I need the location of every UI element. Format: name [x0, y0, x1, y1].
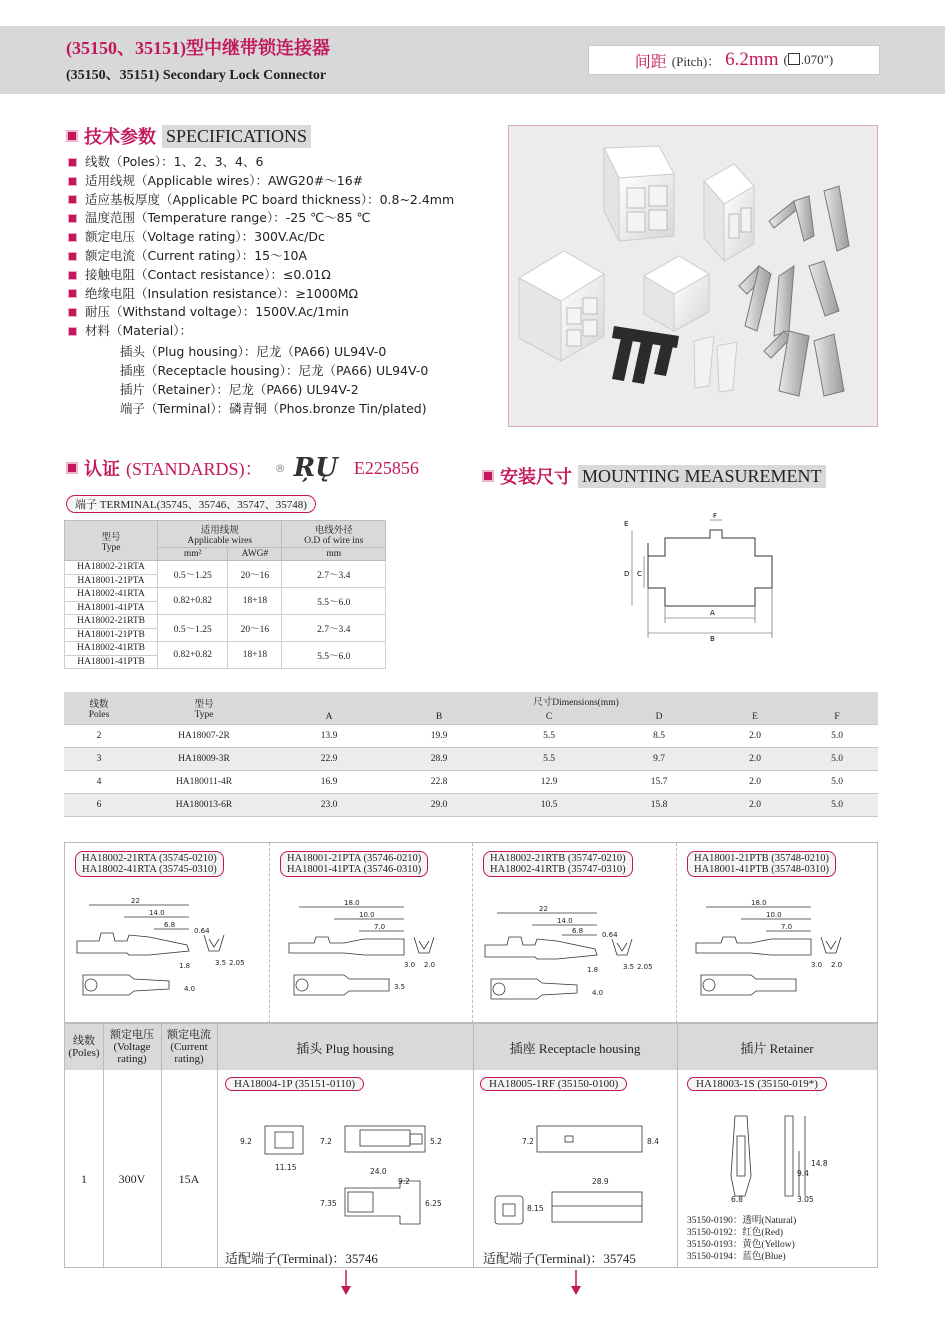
cell-poles: 1 — [81, 1172, 87, 1186]
table-row: HA18001-21PTB — [65, 628, 386, 642]
table-row: 6 HA180013-6R 23.0 29.0 10.5 15.8 2.0 5.0 — [64, 794, 878, 817]
specs-heading-cn: 技术参数 — [84, 127, 156, 148]
mounting-heading — [482, 463, 826, 489]
spec-item: 额定电压（Voltage rating）：300V.Ac/Dc — [68, 228, 454, 247]
section-square-icon — [482, 470, 494, 482]
svg-text:1.8: 1.8 — [587, 966, 599, 974]
svg-text:3.5: 3.5 — [215, 959, 227, 967]
svg-text:7.0: 7.0 — [781, 923, 793, 931]
svg-text:28.9: 28.9 — [592, 1177, 609, 1186]
standards-heading-en: (STANDARDS)： — [126, 459, 263, 479]
mounting-heading-cn: 安装尺寸 — [500, 467, 572, 488]
spec-item: 接触电阻（Contact resistance）：≤0.01Ω — [68, 266, 454, 285]
mounting-diagram — [620, 508, 780, 652]
svg-text:7.35: 7.35 — [320, 1199, 337, 1208]
svg-text:18.0: 18.0 — [751, 899, 767, 907]
mounting-outline — [620, 508, 780, 648]
receptacle-part-label: HA18005-1RF (35150-0100) — [480, 1077, 627, 1091]
svg-text:22: 22 — [539, 905, 548, 913]
standards-heading-cn: 认证 — [84, 459, 120, 480]
svg-text:6.8: 6.8 — [731, 1195, 743, 1204]
spec-item: 适用线规（Applicable wires）：AWG20#～16# — [68, 172, 454, 191]
down-arrow-icon — [570, 1270, 582, 1296]
color-item: 35150-0193：黄色(Yellow) — [687, 1240, 795, 1250]
table-row: HA18002-21RTA 0.5～1.25 20～16 2.7～3.4 — [65, 561, 386, 575]
housing-table — [64, 1023, 878, 1268]
dim-label-d: D — [624, 570, 630, 578]
spec-item: 适应基板厚度（Applicable PC board thickness）：0.8~2.4mm — [68, 191, 454, 210]
svg-text:7.2: 7.2 — [320, 1137, 332, 1146]
page-title-en: (35150、35151) Secondary Lock Connector — [66, 68, 327, 83]
section-square-icon — [66, 462, 78, 474]
table-row: HA18001-41PTA — [65, 601, 386, 615]
svg-text:3.05: 3.05 — [797, 1195, 814, 1204]
spec-list — [68, 153, 454, 341]
dim-label-f: F — [713, 512, 718, 520]
svg-text:3.0: 3.0 — [404, 961, 416, 969]
terminal-label: HA18001-21PTA (35746-0210) HA18001-41PTA (35746-0310) — [280, 851, 428, 877]
terminal-label: HA18002-21RTA (35745-0210) HA18002-41RTA (35745-0310) — [75, 851, 224, 877]
svg-text:9.2: 9.2 — [398, 1177, 410, 1186]
th-type: 型号 Type — [65, 521, 158, 561]
page-title-cn: (35150、35151)型中继带锁连接器 — [66, 38, 330, 58]
bullet-icon — [68, 327, 77, 336]
svg-text:8.4: 8.4 — [647, 1137, 659, 1146]
receptacle-fit-note: 适配端子(Terminal)：35745 — [483, 1251, 636, 1266]
ul-cert-number: E225856 — [353, 457, 419, 478]
svg-text:7.2: 7.2 — [522, 1137, 534, 1146]
spec-item: 额定电流（Current rating）：15～10A — [68, 247, 454, 266]
svg-text:6.25: 6.25 — [425, 1199, 442, 1208]
table-row: HA18002-21RTB 0.5～1.25 20～16 2.7～3.4 — [65, 615, 386, 629]
terminal-panel — [677, 843, 877, 1023]
th-mm2: mm² — [158, 548, 228, 561]
plug-fit-note: 适配端子(Terminal)：35746 — [225, 1251, 378, 1266]
spec-item: 耐压（Withstand voltage）：1500V.Ac/1min — [68, 303, 454, 322]
material-item: 插头（Plug housing）：尼龙（PA66) UL94V-0 — [120, 344, 387, 359]
th-col-e: E — [714, 710, 796, 725]
standards-heading — [66, 453, 419, 483]
th-receptacle: 插座 Receptacle housing — [509, 1040, 641, 1056]
spec-item: 线数（Poles）：1、2、3、4、6 — [68, 153, 454, 172]
pitch-label-cn: 间距 — [634, 53, 667, 71]
specs-heading — [66, 123, 311, 149]
receptacle-drawing — [477, 1096, 675, 1241]
plug-drawing — [220, 1096, 470, 1241]
color-item: 35150-0194：蓝色(Blue) — [687, 1252, 786, 1262]
th-poles: 线数 (Poles) — [68, 1035, 100, 1059]
svg-text:22: 22 — [131, 897, 140, 905]
table-row: HA18001-41PTB — [65, 655, 386, 669]
th-col-c: C — [494, 710, 604, 725]
svg-text:14.0: 14.0 — [149, 909, 165, 917]
svg-text:5.2: 5.2 — [430, 1137, 442, 1146]
dimensions-table — [64, 692, 878, 817]
terminal-drawing — [274, 893, 468, 1021]
material-item: 插座（Receptacle housing）：尼龙（PA66) UL94V-0 — [120, 363, 429, 378]
terminal-table — [64, 520, 386, 669]
bullet-icon — [68, 271, 77, 280]
th-current: 额定电流 (Current rating) — [167, 1029, 211, 1065]
pitch-inch: ( .070") — [783, 52, 834, 67]
connector-illustration — [509, 126, 877, 426]
terminal-label: HA18002-21RTB (35747-0210) HA18002-41RTB (35747-0310) — [483, 851, 633, 877]
svg-text:8.15: 8.15 — [527, 1204, 544, 1213]
terminal-drawing — [69, 893, 265, 1021]
square-icon — [788, 53, 800, 65]
receptacle-housing-photo — [704, 164, 754, 261]
down-arrow-icon — [340, 1270, 352, 1296]
dim-label-a: A — [710, 609, 715, 617]
terminal-panel — [65, 843, 270, 1023]
spec-item: 材料（Material）： — [68, 322, 454, 341]
pitch-inch-value: .070") — [800, 52, 834, 67]
svg-text:9.4: 9.4 — [797, 1169, 809, 1178]
mounting-heading-en: MOUNTING MEASUREMENT — [578, 465, 826, 488]
th-wires: 适用线规 Applicable wires — [158, 521, 282, 548]
bullet-icon — [68, 195, 77, 204]
svg-text:18.0: 18.0 — [344, 899, 360, 907]
bullet-icon — [68, 214, 77, 223]
svg-text:3.5: 3.5 — [623, 963, 635, 971]
retainer-photo — [612, 326, 679, 384]
retainer-drawing — [685, 1096, 875, 1208]
svg-text:10.0: 10.0 — [766, 911, 782, 919]
bullet-icon — [68, 252, 77, 261]
terminal-label: HA18001-21PTB (35748-0210) HA18001-41PTB (35748-0310) — [687, 851, 836, 877]
color-item: 35150-0190：透明(Natural) — [687, 1216, 797, 1226]
svg-text:1.8: 1.8 — [179, 962, 191, 970]
svg-text:14.8: 14.8 — [811, 1159, 828, 1168]
svg-text:2.0: 2.0 — [831, 961, 843, 969]
th-plug: 插头 Plug housing — [296, 1040, 394, 1056]
material-item: 插片（Retainer）：尼龙（PA66) UL94V-2 — [120, 382, 359, 397]
th-retainer: 插片 Retainer — [740, 1040, 814, 1056]
svg-text:6.8: 6.8 — [572, 927, 584, 935]
registered-mark: ® — [274, 461, 286, 475]
svg-text:0.64: 0.64 — [194, 927, 210, 935]
color-item: 35150-0192：红色(Red) — [687, 1228, 784, 1238]
th-awg: AWG# — [228, 548, 282, 561]
svg-text:2.05: 2.05 — [229, 959, 245, 967]
th-col-f: F — [796, 710, 878, 725]
svg-text:3.5: 3.5 — [394, 983, 406, 991]
bullet-icon — [68, 308, 77, 317]
th-voltage: 额定电压 (Voltage rating) — [110, 1029, 154, 1065]
table-row: HA18001-21PTA — [65, 574, 386, 588]
table-row: HA18002-41RTA 0.82+0.82 18+18 5.5～6.0 — [65, 588, 386, 602]
svg-text:4.0: 4.0 — [184, 985, 196, 993]
product-photo — [508, 125, 878, 427]
dim-label-c: C — [637, 570, 642, 578]
bullet-icon — [68, 289, 77, 298]
pitch-label-en: (Pitch)： — [671, 53, 721, 69]
terminal-table-label: 端子 TERMINAL(35745、35746、35747、35748) — [66, 495, 316, 513]
cell-voltage: 300V — [118, 1172, 146, 1186]
svg-text:14.0: 14.0 — [557, 917, 573, 925]
terminal-drawings — [64, 842, 878, 1023]
svg-text:2.05: 2.05 — [637, 963, 653, 971]
svg-text:6.8: 6.8 — [164, 921, 176, 929]
table-row: 4 HA180011-4R 16.9 22.8 12.9 15.7 2.0 5.0 — [64, 771, 878, 794]
cell-current: 15A — [178, 1172, 200, 1186]
th-od: 电线外径 O.D of wire ins — [282, 521, 386, 548]
spec-item: 绝缘电阻（Insulation resistance）：≥1000MΩ — [68, 285, 454, 304]
svg-text:10.0: 10.0 — [359, 911, 375, 919]
svg-text:0.64: 0.64 — [602, 931, 618, 939]
bullet-icon — [68, 233, 77, 242]
dim-label-e: E — [624, 520, 629, 528]
svg-text:4.0: 4.0 — [592, 989, 604, 997]
mid-housing-photo — [644, 256, 709, 331]
svg-text:11.15: 11.15 — [275, 1163, 297, 1172]
th-dimensions: 尺寸Dimensions(mm) — [274, 692, 878, 710]
plug-housing-photo — [604, 146, 674, 241]
svg-text:2.0: 2.0 — [424, 961, 436, 969]
material-list — [120, 342, 428, 418]
spec-item: 温度范围（Temperature range）：-25 ℃～85 ℃ — [68, 209, 454, 228]
section-square-icon — [66, 130, 78, 142]
specs-heading-en: SPECIFICATIONS — [162, 125, 311, 148]
table-row: 3 HA18009-3R 22.9 28.9 5.5 9.7 2.0 5.0 — [64, 748, 878, 771]
bullet-icon — [68, 158, 77, 167]
th-type: 型号 Type — [134, 692, 274, 725]
dim-label-b: B — [710, 635, 715, 643]
th-poles: 线数 Poles — [64, 692, 134, 725]
svg-text:9.2: 9.2 — [240, 1137, 252, 1146]
th-col-b: B — [384, 710, 494, 725]
retainer-color-list — [687, 1215, 796, 1263]
table-row: 2 HA18007-2R 13.9 19.9 5.5 8.5 2.0 5.0 — [64, 725, 878, 748]
ul-logo-icon: ŖŲ — [293, 453, 338, 483]
retainer-part-label: HA18003-1S (35150-019*) — [687, 1077, 827, 1091]
table-row: HA18002-41RTB 0.82+0.82 18+18 5.5～6.0 — [65, 642, 386, 656]
svg-text:7.0: 7.0 — [374, 923, 386, 931]
pitch-box — [588, 45, 880, 75]
material-item: 端子（Terminal）：磷青铜（Phos.bronze Tin/plated) — [120, 401, 427, 416]
terminal-drawing — [477, 893, 673, 1021]
six-pole-housing-photo — [519, 251, 604, 361]
terminal-panel — [270, 843, 473, 1023]
plug-part-label: HA18004-1P (35151-0110) — [225, 1077, 364, 1091]
housing-header — [65, 1024, 877, 1070]
th-col-a: A — [274, 710, 384, 725]
svg-text:24.0: 24.0 — [370, 1167, 387, 1176]
pitch-value: 6.2mm — [725, 49, 779, 70]
th-mm: mm — [282, 548, 386, 561]
th-col-d: D — [604, 710, 714, 725]
bullet-icon — [68, 177, 77, 186]
terminal-photo — [739, 186, 849, 396]
small-retainer-photo — [694, 336, 737, 392]
terminal-drawing — [681, 893, 873, 1021]
svg-text:3.0: 3.0 — [811, 961, 823, 969]
terminal-panel — [473, 843, 677, 1023]
